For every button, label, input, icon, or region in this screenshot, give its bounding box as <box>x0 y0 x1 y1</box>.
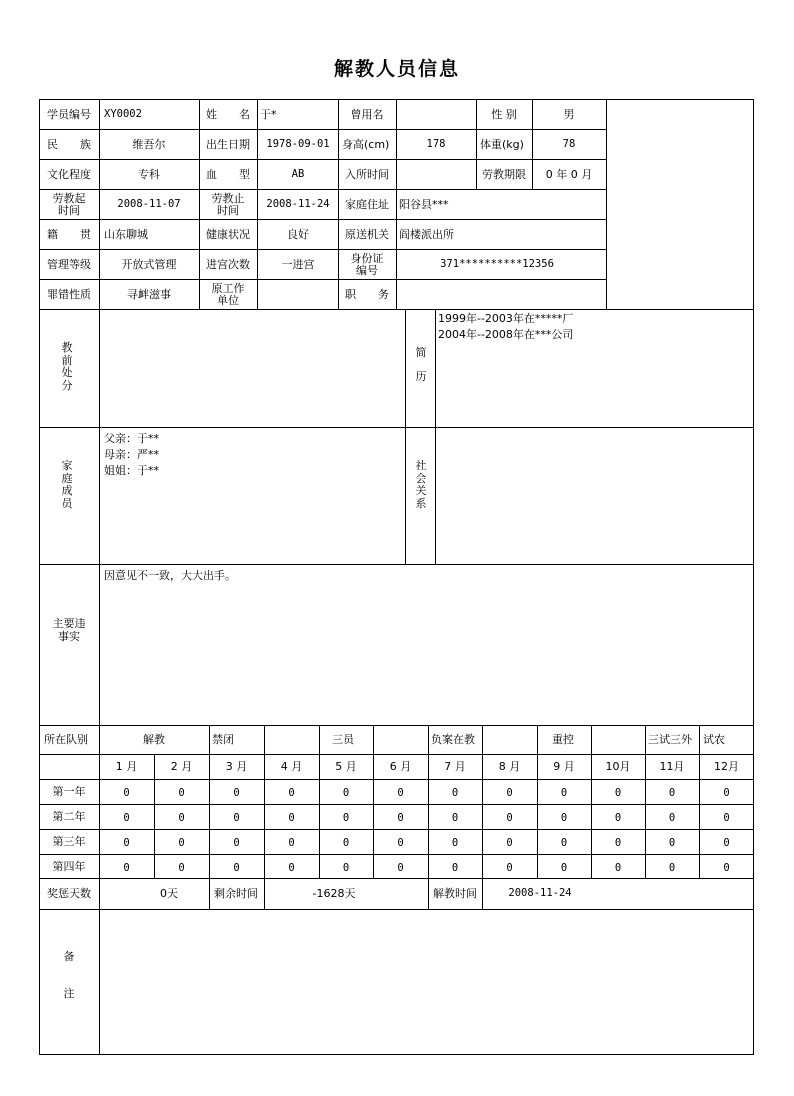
family-text: 父亲：于** 母亲：严** 姐姐：于** <box>104 432 159 477</box>
month-value: 0 <box>397 862 404 874</box>
month-value: 0 <box>288 862 295 874</box>
month-value: 0 <box>560 862 568 874</box>
team-item: 负案在教 <box>431 733 475 746</box>
month-value: 0 <box>723 812 730 824</box>
month-header: 5 月 <box>335 760 357 773</box>
month-header: 10月 <box>605 760 631 773</box>
position-label: 职 务 <box>345 288 389 301</box>
month-value: 0 <box>342 862 350 874</box>
term-value: 0 年 0 月 <box>545 168 593 181</box>
student-no: XY0002 <box>104 108 142 120</box>
month-header: 11月 <box>659 760 685 773</box>
month-value: 0 <box>451 812 459 824</box>
month-value: 0 <box>668 787 676 799</box>
ethnicity-label: 民 族 <box>47 138 91 151</box>
month-value: 0 <box>288 787 295 799</box>
native-value: 山东聊城 <box>104 228 148 241</box>
month-value: 0 <box>723 862 730 874</box>
sending-label: 原送机关 <box>345 228 389 241</box>
education-value: 专科 <box>138 168 160 181</box>
page-title: 解教人员信息 <box>333 58 460 80</box>
gender-label: 性 别 <box>491 108 517 121</box>
release-value: 2008-11-24 <box>508 887 572 899</box>
month-header: 12月 <box>714 760 739 773</box>
month-value: 0 <box>723 837 730 849</box>
health-label: 健康状况 <box>206 228 250 241</box>
facts-label-2: 事实 <box>58 630 80 643</box>
month-value: 0 <box>614 862 622 874</box>
month-header: 4 月 <box>280 760 303 773</box>
month-header: 3 月 <box>225 760 248 773</box>
ethnicity-value: 维吾尔 <box>132 138 166 151</box>
month-value: 0 <box>178 787 185 799</box>
employer-label-1: 原工作 <box>211 282 245 295</box>
month-value: 0 <box>451 837 459 849</box>
month-value: 0 <box>123 812 130 824</box>
entries-label: 进宫次数 <box>206 258 250 271</box>
crime-value: 寻衅滋事 <box>127 288 171 301</box>
month-value: 0 <box>451 787 459 799</box>
term-label: 劳教期限 <box>482 168 526 181</box>
team-item: 解教 <box>143 733 165 746</box>
name-label: 姓 名 <box>206 108 250 121</box>
native-label: 籍 贯 <box>47 228 91 241</box>
month-value: 0 <box>560 837 568 849</box>
month-header: 6 月 <box>389 760 412 773</box>
team-item: 三员 <box>332 733 354 746</box>
alias-label: 曾用名 <box>350 108 384 121</box>
reward-days-label: 奖惩天数 <box>47 887 91 900</box>
id-label-1: 身份证 <box>350 252 384 265</box>
sending-value: 阎楼派出所 <box>399 228 454 241</box>
height-value: 178 <box>426 138 446 150</box>
facts-text: 因意见不一致，大大出手。 <box>104 569 236 582</box>
month-value: 0 <box>560 787 568 799</box>
month-value: 0 <box>723 787 730 799</box>
month-value: 0 <box>506 837 513 849</box>
month-value: 0 <box>342 787 350 799</box>
education-label: 文化程度 <box>47 168 91 181</box>
month-value: 0 <box>123 862 130 874</box>
month-value: 0 <box>451 862 459 874</box>
month-value: 0 <box>506 787 513 799</box>
employer-label-2: 单位 <box>217 294 239 307</box>
start-label-1: 劳教起 <box>52 192 86 205</box>
mgmt-value: 开放式管理 <box>121 258 177 271</box>
health-value: 良好 <box>287 228 309 241</box>
end-label-2: 时间 <box>217 204 239 217</box>
month-value: 0 <box>614 812 622 824</box>
month-value: 0 <box>342 812 350 824</box>
family-label: 家庭成员 <box>61 459 73 510</box>
gender-value: 男 <box>563 108 575 121</box>
month-value: 0 <box>178 837 185 849</box>
weight-value: 78 <box>562 138 576 150</box>
blood-label: 血 型 <box>206 168 250 181</box>
month-value: 0 <box>668 862 676 874</box>
entries-value: 一进宫 <box>281 258 315 271</box>
crime-label: 罪错性质 <box>47 288 91 301</box>
month-value: 0 <box>178 862 185 874</box>
month-value: 0 <box>233 787 240 799</box>
month-value: 0 <box>123 787 130 799</box>
month-header: 1 月 <box>115 760 138 773</box>
year-label: 第三年 <box>52 835 86 848</box>
remarks-label-2: 注 <box>63 987 75 1000</box>
resume-text: 1999年--2003年在*****厂 2004年--2008年在***公司 <box>438 312 574 341</box>
month-value: 0 <box>288 812 295 824</box>
year-label: 第四年 <box>52 860 86 873</box>
month-value: 0 <box>233 812 240 824</box>
month-value: 0 <box>342 837 350 849</box>
month-value: 0 <box>397 812 404 824</box>
month-value: 0 <box>668 837 676 849</box>
month-value: 0 <box>233 837 240 849</box>
birth-value: 1978-09-01 <box>266 138 330 150</box>
start-label-2: 时间 <box>58 204 80 217</box>
end-label-1: 劳教止 <box>211 192 245 205</box>
month-value: 0 <box>233 862 240 874</box>
social-label: 社会关系 <box>415 459 427 510</box>
month-value: 0 <box>178 812 185 824</box>
team-item: 禁闭 <box>212 733 234 746</box>
prior-punish-label: 教前处分 <box>61 341 73 392</box>
mgmt-label: 管理等级 <box>47 258 91 271</box>
remaining-label: 剩余时间 <box>214 887 258 900</box>
facts-label-1: 主要违 <box>52 617 86 630</box>
address-label: 家庭住址 <box>345 198 389 211</box>
month-header: 2 月 <box>170 760 193 773</box>
end-value: 2008-11-24 <box>266 198 330 210</box>
blood-value: AB <box>291 168 305 180</box>
year-label: 第一年 <box>52 785 86 798</box>
month-value: 0 <box>506 862 513 874</box>
month-value: 0 <box>288 837 295 849</box>
month-header: 8 月 <box>498 760 521 773</box>
height-label: 身高(cm) <box>342 138 390 151</box>
month-header: 7 月 <box>444 760 466 773</box>
id-value: 371**********12356 <box>440 258 554 270</box>
monthly-grid <box>39 725 754 879</box>
month-value: 0 <box>506 812 513 824</box>
month-value: 0 <box>397 837 404 849</box>
entry-time-label: 入所时间 <box>345 168 389 181</box>
month-value: 0 <box>614 837 622 849</box>
release-label: 解教时间 <box>433 887 477 900</box>
student-no-label: 学员编号 <box>47 108 91 121</box>
name-value: 于* <box>260 108 277 121</box>
start-value: 2008-11-07 <box>117 198 181 210</box>
team-item: 三试三外 <box>648 733 692 746</box>
year-label: 第二年 <box>52 810 86 823</box>
month-value: 0 <box>560 812 568 824</box>
remaining-value: -1628天 <box>312 887 356 900</box>
resume-label: 简历 <box>415 346 427 383</box>
month-value: 0 <box>123 837 130 849</box>
month-value: 0 <box>397 787 404 799</box>
team-item: 重控 <box>552 733 574 746</box>
remarks-label-1: 备 <box>63 950 75 963</box>
month-value: 0 <box>614 787 622 799</box>
reward-days-value: 0天 <box>160 887 178 900</box>
month-value: 0 <box>668 812 676 824</box>
month-header: 9 月 <box>553 760 575 773</box>
team-item: 试农 <box>703 733 725 746</box>
address-value: 阳谷县*** <box>399 198 449 211</box>
weight-label: 体重(kg) <box>480 138 524 151</box>
id-label-2: 编号 <box>356 264 378 277</box>
team-label: 所在队别 <box>44 733 88 746</box>
birth-label: 出生日期 <box>206 138 250 151</box>
